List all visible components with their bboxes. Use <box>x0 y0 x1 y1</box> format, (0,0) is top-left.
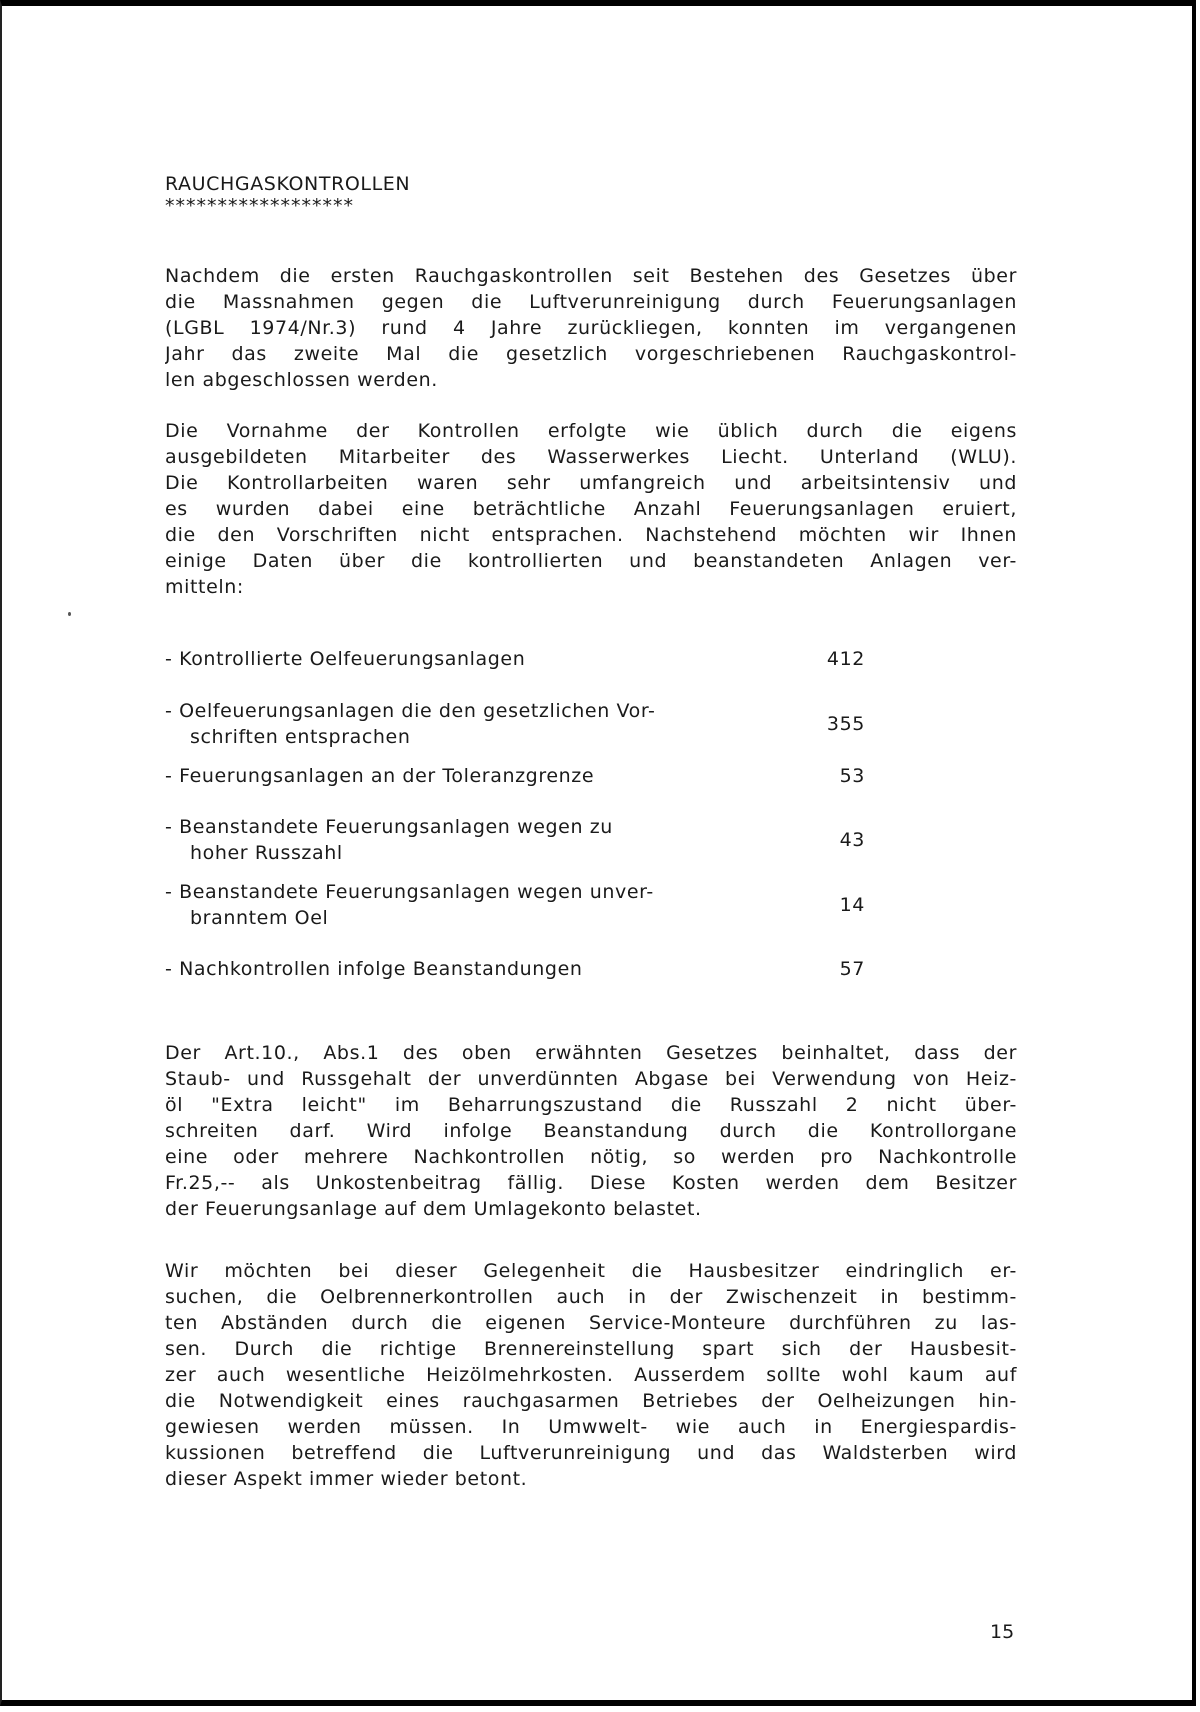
stat-label <box>165 879 765 931</box>
text-line: die Massnahmen gegen die Luftverunreinigung durch Feuerungsanlagen <box>165 291 1017 313</box>
text-line: mitteln: <box>165 576 244 598</box>
stat-label-line: - Feuerungsanlagen an der Toleranzgrenze <box>165 765 595 787</box>
text-line: gewiesen werden müssen. In Umwwelt- wie auch in Energiespardis- <box>165 1416 1017 1438</box>
text-line: Staub- und Russgehalt der unverdünnten Abgase bei Verwendung von Heiz- <box>165 1068 1017 1090</box>
third-paragraph <box>165 1040 1017 1222</box>
text-line: ausgebildeten Mitarbeiter des Wasserwerkes Liecht. Unterland (WLU). <box>165 446 1017 468</box>
stat-value: 53 <box>839 765 865 787</box>
text-line: Fr.25,-- als Unkostenbeitrag fällig. Diese Kosten werden dem Besitzer <box>165 1172 1017 1194</box>
text-line: suchen, die Oelbrennerkontrollen auch in der Zwischenzeit in bestimm- <box>165 1286 1017 1308</box>
page-number: 15 <box>990 1621 1015 1643</box>
scan-speck <box>68 612 71 616</box>
stat-label <box>165 763 765 789</box>
text-line: Der Art.10., Abs.1 des oben erwähnten Gesetzes beinhaltet, dass der <box>165 1042 1017 1064</box>
text-line: ten Abständen durch die eigenen Service-Monteure durchführen zu las- <box>165 1312 1017 1334</box>
text-line: sen. Durch die richtige Brennereinstellung spart sich der Hausbesit- <box>165 1338 1017 1360</box>
text-line: Die Vornahme der Kontrollen erfolgte wie üblich durch die eigens <box>165 420 1017 442</box>
text-line: einige Daten über die kontrollierten und beanstandeten Anlagen ver- <box>165 550 1017 572</box>
text-line: Wir möchten bei dieser Gelegenheit die Hausbesitzer eindringlich er- <box>165 1260 1017 1282</box>
stat-label <box>165 646 765 672</box>
stat-label-line: - Beanstandete Feuerungsanlagen wegen zu <box>165 816 613 838</box>
text-line: eine oder mehrere Nachkontrollen nötig, so werden pro Nachkontrolle <box>165 1146 1017 1168</box>
text-line: dieser Aspekt immer wieder betont. <box>165 1468 528 1490</box>
intro-paragraph <box>165 263 1017 393</box>
text-line: öl "Extra leicht" im Beharrungszustand die Russzahl 2 nicht über- <box>165 1094 1017 1116</box>
text-line: (LGBL 1974/Nr.3) rund 4 Jahre zurückliegen, konnten im vergangenen <box>165 317 1017 339</box>
section-heading: RAUCHGASKONTROLLEN <box>165 173 411 195</box>
stat-label-line: hoher Russzahl <box>190 842 343 864</box>
text-line: es wurden dabei eine beträchtliche Anzahl Feuerungsanlagen eruiert, <box>165 498 1017 520</box>
stat-value: 412 <box>826 648 865 670</box>
fourth-paragraph <box>165 1258 1017 1492</box>
stat-label-line: branntem Oel <box>190 907 329 929</box>
text-line: Die Kontrollarbeiten waren sehr umfangreich und arbeitsintensiv und <box>165 472 1017 494</box>
text-line: Nachdem die ersten Rauchgaskontrollen seit Bestehen des Gesetzes über <box>165 265 1017 287</box>
text-line: der Feuerungsanlage auf dem Umlagekonto belastet. <box>165 1198 702 1220</box>
text-line: die den Vorschriften nicht entsprachen. Nachstehend möchten wir Ihnen <box>165 524 1017 546</box>
stat-value: 57 <box>839 958 865 980</box>
stat-label <box>165 698 765 750</box>
text-line: len abgeschlossen werden. <box>165 369 438 391</box>
stat-label-line: - Nachkontrollen infolge Beanstandungen <box>165 958 583 980</box>
stat-label-line: - Oelfeuerungsanlagen die den gesetzlichen Vor- <box>165 700 656 722</box>
stat-label <box>165 956 765 982</box>
text-line: kussionen betreffend die Luftverunreinigung und das Waldsterben wird <box>165 1442 1017 1464</box>
stat-label-line: - Beanstandete Feuerungsanlagen wegen unver- <box>165 881 654 903</box>
heading-underline: ****************** <box>165 195 354 217</box>
stat-label-line: - Kontrollierte Oelfeuerungsanlagen <box>165 648 526 670</box>
text-line: Jahr das zweite Mal die gesetzlich vorgeschriebenen Rauchgaskontrol- <box>165 343 1017 365</box>
second-paragraph <box>165 418 1017 600</box>
stat-value: 14 <box>839 894 865 916</box>
stat-label-line: schriften entsprachen <box>190 726 411 748</box>
text-line: schreiten darf. Wird infolge Beanstandung durch die Kontrollorgane <box>165 1120 1017 1142</box>
stat-label <box>165 814 765 866</box>
stat-value: 43 <box>839 829 865 851</box>
text-line: die Notwendigkeit eines rauchgasarmen Betriebes der Oelheizungen hin- <box>165 1390 1017 1412</box>
stat-value: 355 <box>826 713 865 735</box>
text-line: zer auch wesentliche Heizölmehrkosten. Ausserdem sollte wohl kaum auf <box>165 1364 1017 1386</box>
